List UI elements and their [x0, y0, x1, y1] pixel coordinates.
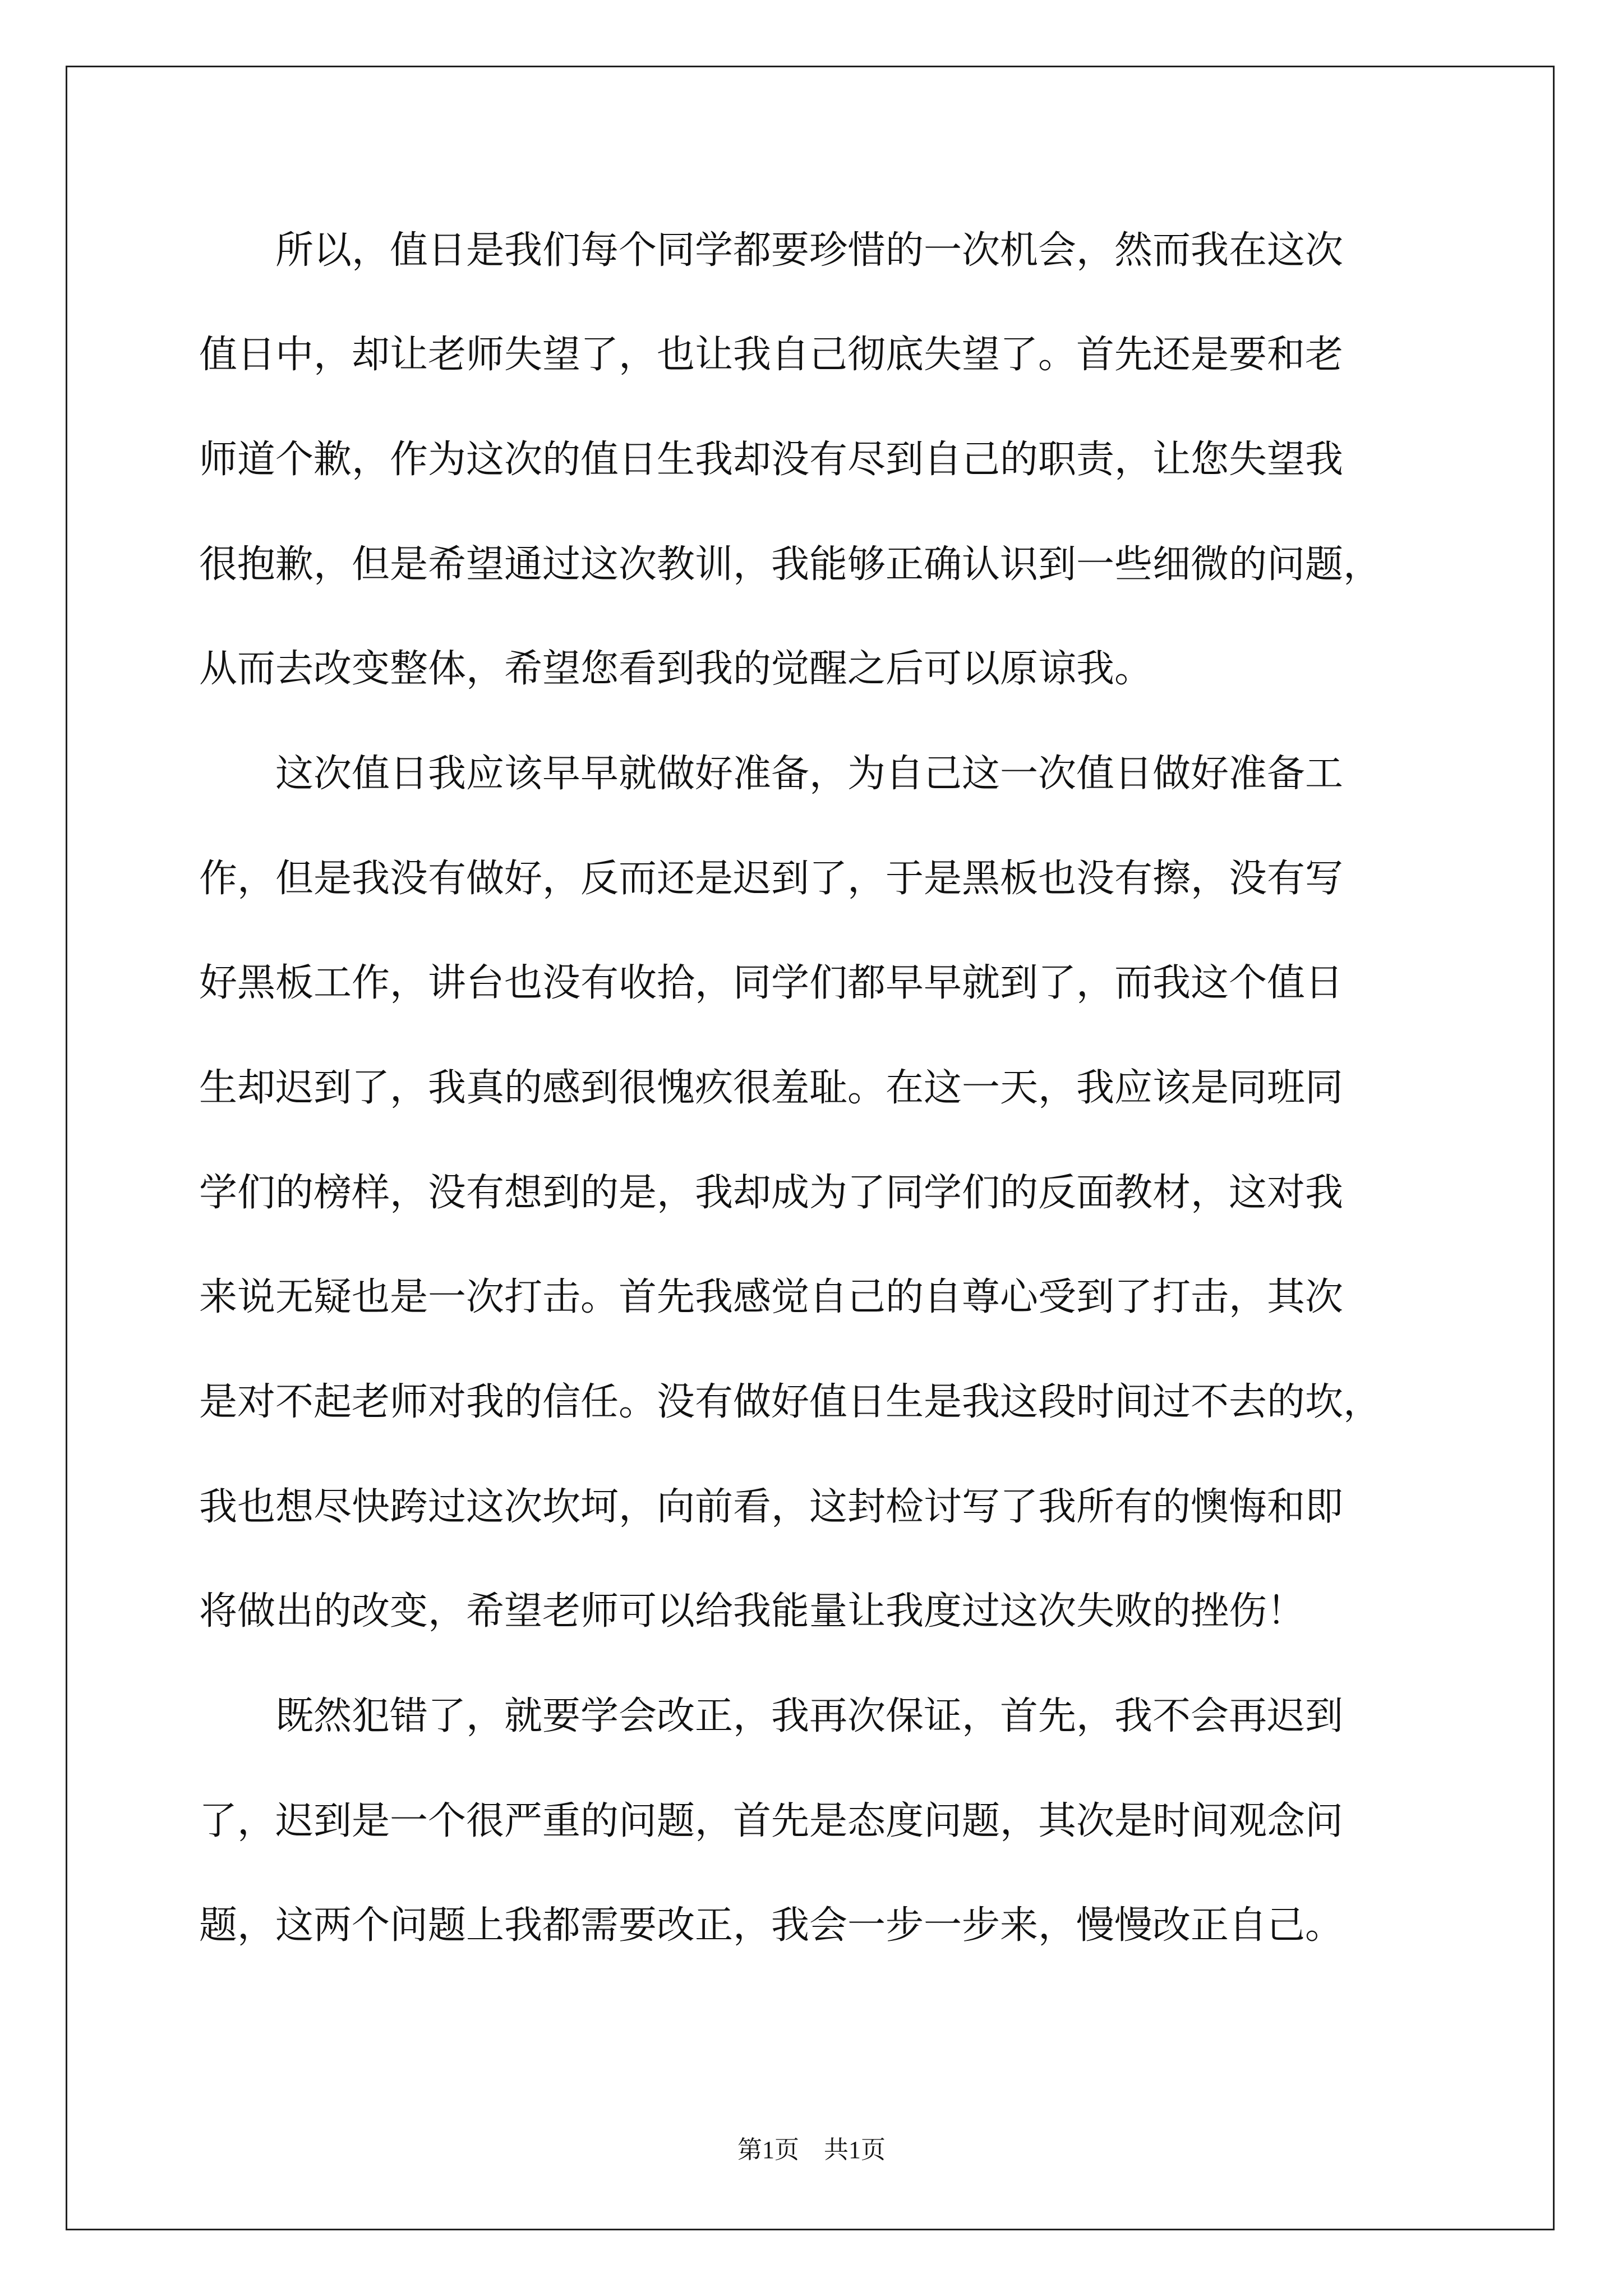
text-line: 作，但是我没有做好，反而还是迟到了，于是黑板也没有擦，没有写: [199, 857, 1344, 901]
text-line: 这次值日我应该早早就做好准备，为自己这一次值日做好准备工: [199, 752, 1344, 796]
text-line: 从而去改变整体，希望您看到我的觉醒之后可以原谅我。: [199, 647, 1153, 691]
text-line: 了，迟到是一个很严重的问题，首先是态度问题，其次是时间观念问: [199, 1799, 1344, 1843]
text-line: 题，这两个问题上我都需要改正，我会一步一步来，慢慢改正自己。: [199, 1903, 1344, 1948]
text-line: 学们的榜样，没有想到的是，我却成为了同学们的反面教材，这对我: [199, 1171, 1344, 1215]
text-line: 师道个歉，作为这次的值日生我却没有尽到自己的职责，让您失望我: [199, 438, 1344, 482]
text-line: 来说无疑也是一次打击。首先我感觉自己的自尊心受到了打击，其次: [199, 1275, 1344, 1319]
text-line: 我也想尽快跨过这次坎坷，向前看，这封检讨写了我所有的懊悔和即: [199, 1485, 1344, 1529]
text-line: 是对不起老师对我的信任。没有做好值日生是我这段时间过不去的坎，: [199, 1380, 1382, 1424]
page-footer: 第1页 共1页: [737, 2136, 886, 2164]
text-line: 好黑板工作，讲台也没有收拾，同学们都早早就到了，而我这个值日: [199, 961, 1344, 1005]
text-line: 值日中，却让老师失望了，也让我自己彻底失望了。首先还是要和老: [199, 333, 1344, 377]
text-line: 既然犯错了，就要学会改正，我再次保证，首先，我不会再迟到: [199, 1694, 1344, 1738]
text-line: 所以，值日是我们每个同学都要珍惜的一次机会，然而我在这次: [199, 228, 1344, 273]
text-line: 将做出的改变，希望老师可以给我能量让我度过这次失败的挫伤！: [199, 1589, 1306, 1634]
text-line: 很抱歉，但是希望通过这次教训，我能够正确认识到一些细微的问题，: [199, 542, 1382, 587]
text-line: 生却迟到了，我真的感到很愧疚很羞耻。在这一天，我应该是同班同: [199, 1066, 1344, 1110]
